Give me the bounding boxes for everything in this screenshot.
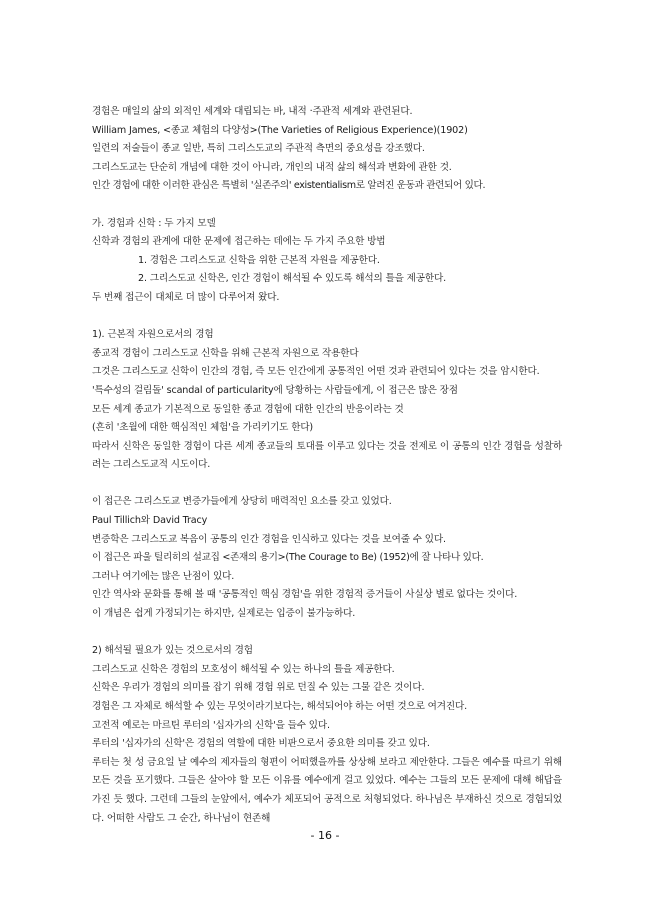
text-paragraph: 그것은 그리스도교 신학이 인간의 경험, 즉 모든 인간에게 공통적인 어떤 것과 관련되어 있다는 것을 암시한다. xyxy=(92,366,540,378)
section-heading: 가. 경험과 신학 : 두 가지 모델 xyxy=(92,217,216,229)
text-line: 종교적 경험이 그리스도교 신학을 위해 근본적 자원으로 작용한다 xyxy=(92,347,359,359)
text-line: (흔히 '초월에 대한 핵심적인 체험'을 가리키기도 한다) xyxy=(92,422,314,434)
text-line: 신학은 우리가 경험의 의미를 잡기 위해 경험 위로 던질 수 있는 그물 같은 것이다. xyxy=(92,682,425,694)
list-item: 1. 경험은 그리스도교 신학을 위한 근본적 자원을 제공한다. xyxy=(138,254,380,266)
text-paragraph: 루터는 첫 성 금요일 날 예수의 제자들의 형편이 어떠했을까를 상상해 보라고 제안한다. 그들은 예수를 따르기 위해 모든 것을 포기했다. 그들은 살아야 할 모든 이유를 예수에게 걸고 있었다. 예수는 그들의 모든 문제에 대해 해답을 가진 듯 했다. 그런데 그들의 눈앞에서, 예수가 체포되어 공적으로 처형되었다. 하나님은 부재하신 것으로 경험되었다. 어떠한 사람도 그 순간, 하나님이 현존해 xyxy=(92,756,562,824)
text-line: 인간 경험에 대한 이러한 관심은 특별히 '실존주의' existentialism로 알려진 운동과 관련되어 있다. xyxy=(92,180,486,192)
text-line: 변증학은 그리스도교 복음이 공통의 인간 경험을 인식하고 있다는 것을 보여줄 수 있다. xyxy=(92,533,446,545)
text-line: 모든 세계 종교가 기본적으로 동일한 종교 경험에 대한 인간의 반응이라는 것 xyxy=(92,403,404,415)
text-line: 루터의 '십자가의 신학'은 경험의 역할에 대한 비판으로서 중요한 의미를 갖고 있다. xyxy=(92,738,430,750)
text-line: 고전적 예로는 마르틴 루터의 '십자가의 신학'을 들수 있다. xyxy=(92,719,330,731)
text-line: 경험은 그 자체로 해석할 수 있는 무엇이라기보다는, 해석되어야 하는 어떤 것으로 여겨진다. xyxy=(92,701,468,712)
text-line: William James, <종교 체험의 다양성>(The Varieties of Religious Experience)(1902) xyxy=(92,124,468,136)
text-line: '특수성의 걸림돌' scandal of particularity에 당황하는 사람들에게, 이 접근은 많은 장점 xyxy=(92,384,458,396)
document-body xyxy=(92,103,562,828)
section-heading: 2) 해석될 필요가 있는 것으로서의 경험 xyxy=(92,645,253,657)
section-2 xyxy=(92,642,562,828)
text-line: 이 접근은 파울 틸리히의 설교집 <존재의 용기>(The Courage to Be) (1952)에 잘 나타나 있다. xyxy=(92,552,484,564)
text-line: 이 접근은 그리스도교 변증가들에게 상당히 매력적인 요소를 갖고 있었다. xyxy=(92,496,392,508)
text-paragraph: 인간 역사와 문화를 통해 볼 때 '공통적인 핵심 경험'을 위한 경험적 증거들이 사실상 별로 없다는 것이다. xyxy=(92,589,518,601)
text-line: 그리스도교는 단순히 개념에 대한 것이 아니라, 개인의 내적 삶의 해석과 변화에 관한 것. xyxy=(92,161,452,173)
text-line: Paul Tillich와 David Tracy xyxy=(92,515,208,527)
spacer xyxy=(92,475,562,494)
text-line: 신학과 경험의 관계에 대한 문제에 접근하는 데에는 두 가지 주요한 방법 xyxy=(92,236,386,248)
section-ga xyxy=(92,215,562,308)
intro-paragraph xyxy=(92,103,562,196)
text-line: 그러나 여기에는 많은 난점이 있다. xyxy=(92,570,235,582)
text-line: 그리스도교 신학은 경험의 모호성이 해석될 수 있는 하나의 틀을 제공한다. xyxy=(92,663,395,675)
text-line: 이 개념은 쉽게 가정되기는 하지만, 실제로는 입증이 불가능하다. xyxy=(92,608,356,620)
text-line: 경험은 매일의 삶의 외적인 세계와 대립되는 바, 내적 ·주관적 세계와 관련된다. xyxy=(92,106,413,117)
list-item: 2. 그리스도교 신학은, 인간 경험이 해석될 수 있도록 해석의 틀을 제공한다. xyxy=(138,273,447,285)
spacer xyxy=(92,308,562,327)
text-line: 두 번째 접근이 대체로 더 많이 다루어져 왔다. xyxy=(92,291,280,303)
spacer xyxy=(92,196,562,215)
spacer xyxy=(92,624,562,643)
section-heading: 1). 근본적 자원으로서의 경험 xyxy=(92,329,214,341)
section-1 xyxy=(92,326,562,475)
text-line: 일련의 저술들이 종교 일반, 특히 그리스도교의 주관적 측면의 중요성을 강조했다. xyxy=(92,143,425,155)
page-number: - 16 - xyxy=(310,829,340,842)
section-2-intro xyxy=(92,493,562,623)
text-paragraph: 따라서 신학은 동일한 경험이 다른 세계 종교들의 토대를 이루고 있다는 것을 전제로 이 공통의 인간 경험을 성찰하려는 그리스도교적 시도이다. xyxy=(92,440,562,471)
